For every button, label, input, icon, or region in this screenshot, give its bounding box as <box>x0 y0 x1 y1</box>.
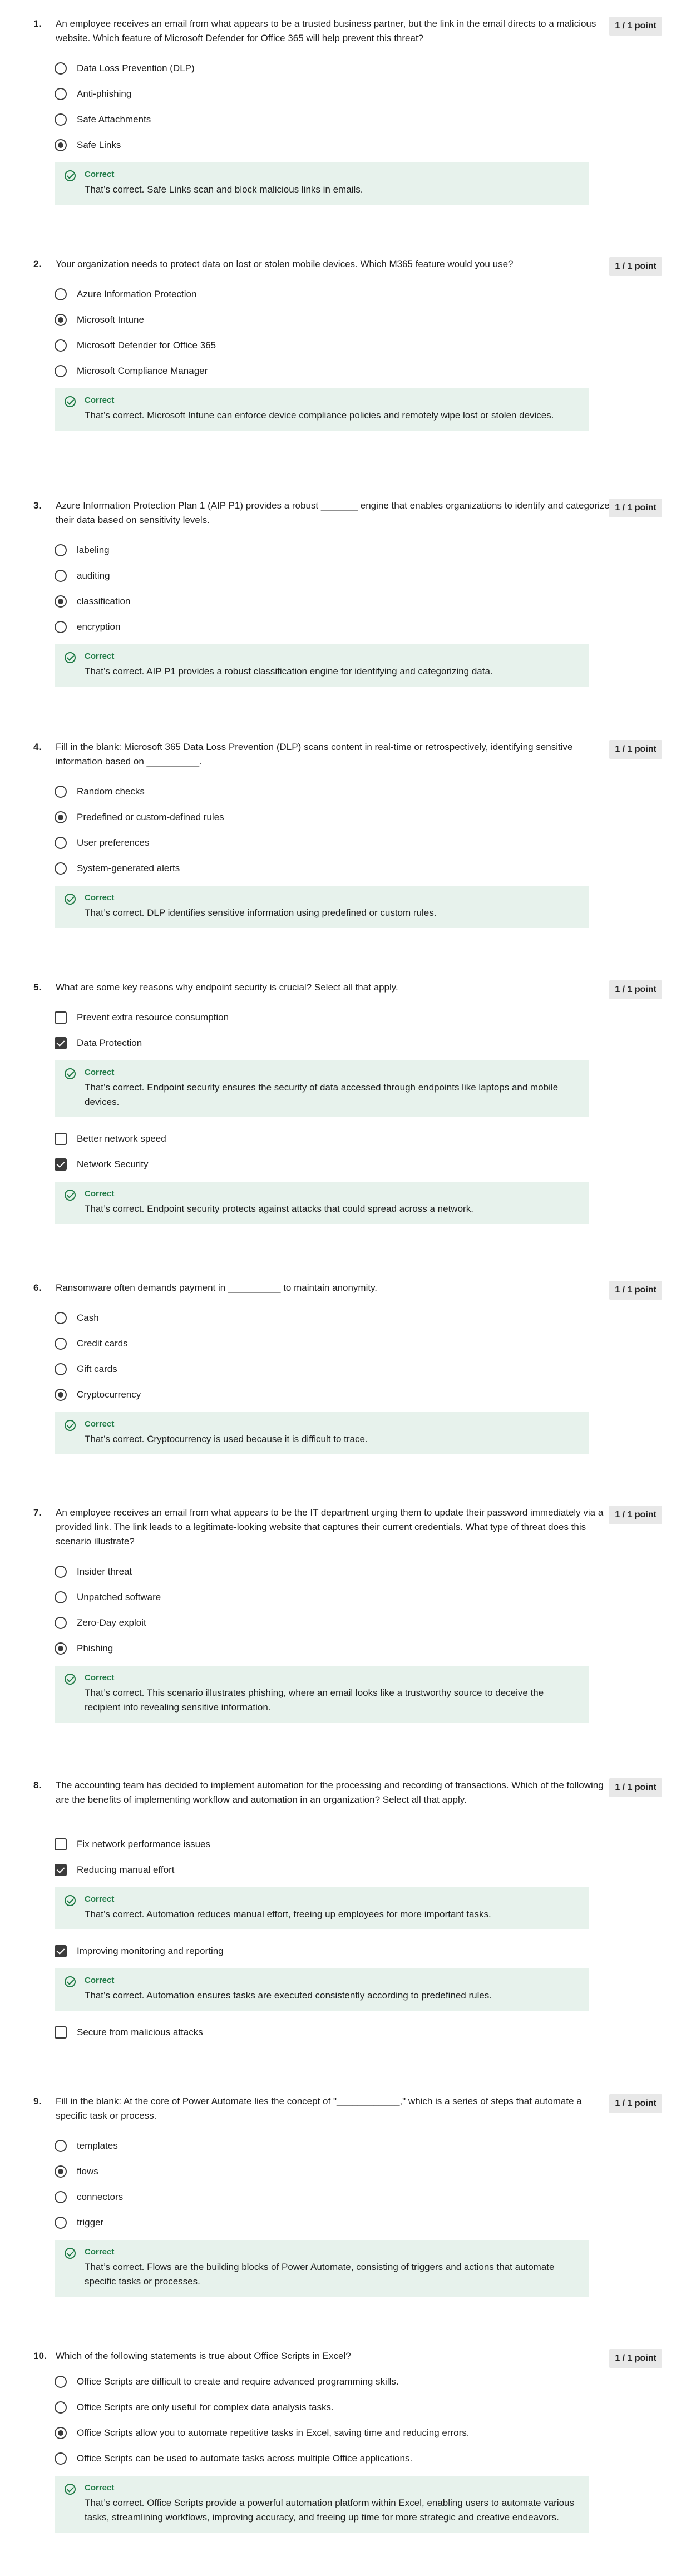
radio-selected-icon[interactable] <box>55 1389 67 1401</box>
option-radio[interactable] <box>55 333 611 358</box>
feedback-correct <box>55 388 589 431</box>
radio-selected-icon[interactable] <box>55 2165 67 2178</box>
question-number: 9. <box>33 2096 42 2106</box>
question-text: Ransomware often demands payment in __________ to maintain anonymity. <box>56 1282 378 1293</box>
option-label: Office Scripts are only useful for complex data analysis tasks. <box>77 2402 334 2412</box>
option-label: connectors <box>77 2192 124 2202</box>
radio-icon[interactable] <box>55 837 67 849</box>
option-label: Data Loss Prevention (DLP) <box>77 63 195 73</box>
question-text: Fill in the blank: Microsoft 365 Data Loss Prevention (DLP) scans content in real-time or retrospectively, identifying sensitive information based on __________. <box>56 742 573 767</box>
feedback-text: That’s correct. Office Scripts provide a powerful automation platform within Excel, enabling users to automate various tasks, streamlining workflows, improving accuracy, and freeing up time for more strategic and creative endeavors. <box>85 2498 575 2523</box>
feedback-text: That’s correct. DLP identifies sensitive information using predefined or custom rules. <box>85 907 437 918</box>
option-radio[interactable] <box>55 2133 611 2159</box>
feedback-title: Correct <box>85 2483 115 2493</box>
check-circle-icon <box>65 396 76 407</box>
option-radio-selected[interactable] <box>55 2420 611 2446</box>
question-text: An employee receives an email from what appears to be the IT department urging them to update their password immediately via a provided link. The link leads to a legitimate-looking website that captures their current credentials. What type of threat does this scenario illustrate? <box>56 1507 604 1547</box>
radio-icon[interactable] <box>55 88 67 100</box>
option-radio[interactable] <box>55 282 611 307</box>
points-badge: 1 / 1 point <box>609 1506 662 1524</box>
radio-icon[interactable] <box>55 2191 67 2203</box>
feedback-correct <box>55 1182 589 1224</box>
check-circle-icon <box>65 1674 76 1685</box>
feedback-correct <box>55 2240 589 2297</box>
option-radio[interactable] <box>55 358 611 384</box>
option-radio[interactable] <box>55 563 611 589</box>
points-badge: 1 / 1 point <box>609 2094 662 2113</box>
checkbox-checked-icon[interactable] <box>55 1037 67 1049</box>
option-label: Office Scripts can be used to automate tasks across multiple Office applications. <box>77 2453 413 2464</box>
checkbox-icon[interactable] <box>55 2026 67 2039</box>
option-checkbox-checked[interactable] <box>55 1152 611 1177</box>
option-label: Better network speed <box>77 1133 166 1144</box>
question-number: 5. <box>33 982 42 993</box>
option-checkbox[interactable] <box>55 1832 611 1857</box>
radio-icon[interactable] <box>55 621 67 633</box>
radio-icon[interactable] <box>55 62 67 75</box>
checkbox-icon[interactable] <box>55 1011 67 1024</box>
option-label: Network Security <box>77 1159 149 1169</box>
option-label: flows <box>77 2166 98 2177</box>
feedback-text: That’s correct. This scenario illustrates phishing, where an email looks like a trustworthy source to deceive the recipient into revealing sensitive information. <box>85 1687 544 1713</box>
option-radio[interactable] <box>55 2395 611 2420</box>
checkbox-checked-icon[interactable] <box>55 1945 67 1957</box>
option-label: labeling <box>77 545 110 555</box>
feedback-correct <box>55 886 589 928</box>
check-circle-icon <box>65 170 76 181</box>
option-checkbox-checked[interactable] <box>55 1030 611 1056</box>
option-radio[interactable] <box>55 1331 611 1356</box>
points-badge: 1 / 1 point <box>609 980 662 999</box>
feedback-correct <box>55 1887 589 1929</box>
option-label: templates <box>77 2140 118 2151</box>
option-label: classification <box>77 596 131 606</box>
feedback-text: That’s correct. Safe Links scan and block malicious links in emails. <box>85 184 363 195</box>
option-radio[interactable] <box>55 614 611 640</box>
radio-selected-icon[interactable] <box>55 1642 67 1655</box>
feedback-title: Correct <box>85 2247 115 2257</box>
check-circle-icon <box>65 1068 76 1079</box>
option-radio-selected[interactable] <box>55 2159 611 2184</box>
option-label: encryption <box>77 621 121 632</box>
radio-icon[interactable] <box>55 1566 67 1578</box>
option-label: Phishing <box>77 1643 113 1654</box>
radio-icon[interactable] <box>55 2401 67 2414</box>
option-label: Microsoft Defender for Office 365 <box>77 340 216 351</box>
option-radio[interactable] <box>55 2446 611 2471</box>
option-radio[interactable] <box>55 1305 611 1331</box>
points-badge: 1 / 1 point <box>609 499 662 517</box>
feedback-correct <box>55 162 589 205</box>
option-radio-selected[interactable] <box>55 589 611 614</box>
option-radio[interactable] <box>55 1559 611 1585</box>
option-label: Office Scripts are difficult to create and require advanced programming skills. <box>77 2376 399 2387</box>
option-radio-selected[interactable] <box>55 132 611 158</box>
question-text: An employee receives an email from what appears to be a trusted business partner, but the link in the email directs to a malicious website. Which feature of Microsoft Defender for Office 365 will help prevent this threat? <box>56 18 596 43</box>
radio-icon[interactable] <box>55 1338 67 1350</box>
option-checkbox-checked[interactable] <box>55 1938 611 1964</box>
question-text: Your organization needs to protect data on lost or stolen mobile devices. Which M365 feature would you use? <box>56 259 514 269</box>
option-label: Improving monitoring and reporting <box>77 1946 224 1956</box>
radio-icon[interactable] <box>55 2452 67 2465</box>
option-label: Random checks <box>77 786 145 797</box>
option-radio-selected[interactable] <box>55 1382 611 1408</box>
feedback-correct <box>55 1968 589 2011</box>
radio-selected-icon[interactable] <box>55 139 67 151</box>
feedback-text: That’s correct. Automation ensures tasks are executed consistently according to predefined rules. <box>85 1990 492 2001</box>
question-text: What are some key reasons why endpoint security is crucial? Select all that apply. <box>56 982 398 993</box>
checkbox-icon[interactable] <box>55 1838 67 1850</box>
points-badge: 1 / 1 point <box>609 1778 662 1797</box>
feedback-text: That’s correct. Cryptocurrency is used because it is difficult to trace. <box>85 1434 368 1444</box>
option-label: Credit cards <box>77 1338 128 1349</box>
feedback-text: That’s correct. AIP P1 provides a robust classification engine for identifying and categorizing data. <box>85 666 493 677</box>
feedback-correct <box>55 1060 589 1117</box>
radio-icon[interactable] <box>55 2376 67 2388</box>
check-circle-icon <box>65 1190 76 1201</box>
feedback-correct <box>55 2476 589 2533</box>
option-label: Cryptocurrency <box>77 1389 141 1400</box>
points-badge: 1 / 1 point <box>609 740 662 759</box>
option-radio[interactable] <box>55 2210 611 2236</box>
radio-icon[interactable] <box>55 1591 67 1603</box>
feedback-correct <box>55 644 589 687</box>
option-label: Predefined or custom-defined rules <box>77 812 224 822</box>
feedback-correct <box>55 1412 589 1454</box>
option-checkbox[interactable] <box>55 2020 611 2045</box>
radio-icon[interactable] <box>55 1312 67 1324</box>
feedback-title: Correct <box>85 396 115 405</box>
option-label: trigger <box>77 2217 104 2228</box>
radio-icon[interactable] <box>55 288 67 300</box>
option-radio[interactable] <box>55 779 611 805</box>
option-label: Secure from malicious attacks <box>77 2027 203 2037</box>
checkbox-icon[interactable] <box>55 1133 67 1145</box>
check-circle-icon <box>65 2248 76 2259</box>
question-number: 2. <box>33 259 42 269</box>
option-label: User preferences <box>77 837 150 848</box>
checkbox-checked-icon[interactable] <box>55 1158 67 1171</box>
question-number: 10. <box>33 2351 47 2361</box>
question-number: 7. <box>33 1507 42 1518</box>
radio-icon[interactable] <box>55 113 67 126</box>
points-badge: 1 / 1 point <box>609 1281 662 1300</box>
option-label: System-generated alerts <box>77 863 180 874</box>
option-label: Fix network performance issues <box>77 1839 210 1849</box>
check-circle-icon <box>65 1976 76 1987</box>
feedback-text: That’s correct. Automation reduces manual effort, freeing up employees for more important tasks. <box>85 1909 491 1919</box>
question-text: Which of the following statements is true about Office Scripts in Excel? <box>56 2351 351 2361</box>
feedback-title: Correct <box>85 170 115 179</box>
option-label: Office Scripts allow you to automate repetitive tasks in Excel, saving time and reducing errors. <box>77 2427 470 2438</box>
question-number: 3. <box>33 500 42 511</box>
feedback-text: That’s correct. Microsoft Intune can enforce device compliance policies and remotely wipe lost or stolen devices. <box>85 410 554 421</box>
option-label: Microsoft Compliance Manager <box>77 366 208 376</box>
feedback-title: Correct <box>85 1068 115 1077</box>
radio-selected-icon[interactable] <box>55 2427 67 2439</box>
option-radio-selected[interactable] <box>55 307 611 333</box>
points-badge: 1 / 1 point <box>609 17 662 36</box>
option-label: Unpatched software <box>77 1592 161 1602</box>
radio-icon[interactable] <box>55 570 67 582</box>
feedback-title: Correct <box>85 652 115 661</box>
radio-icon[interactable] <box>55 1617 67 1629</box>
feedback-text: That’s correct. Flows are the building blocks of Power Automate, consisting of triggers and actions that automate specific tasks or processes. <box>85 2262 555 2287</box>
radio-icon[interactable] <box>55 339 67 352</box>
option-radio[interactable] <box>55 2369 611 2395</box>
feedback-title: Correct <box>85 1894 115 1904</box>
option-radio[interactable] <box>55 1585 611 1610</box>
option-label: auditing <box>77 570 110 581</box>
feedback-correct <box>55 1666 589 1723</box>
points-badge: 1 / 1 point <box>609 2349 662 2368</box>
option-label: Cash <box>77 1312 99 1323</box>
feedback-text: That’s correct. Endpoint security ensures the security of data accessed through endpoints like laptops and mobile devices. <box>85 1082 559 1107</box>
option-label: Insider threat <box>77 1566 132 1577</box>
option-checkbox[interactable] <box>55 1126 611 1152</box>
radio-icon[interactable] <box>55 1363 67 1375</box>
question-number: 1. <box>33 18 42 29</box>
feedback-title: Correct <box>85 893 115 902</box>
radio-selected-icon[interactable] <box>55 314 67 326</box>
check-circle-icon <box>65 652 76 663</box>
question-text: Azure Information Protection Plan 1 (AIP P1) provides a robust _______ engine that enables organizations to identify and categorize their data based on sensitivity levels. <box>56 500 610 525</box>
feedback-title: Correct <box>85 1976 115 1985</box>
points-badge: 1 / 1 point <box>609 257 662 276</box>
option-checkbox-checked[interactable] <box>55 1857 611 1883</box>
option-radio[interactable] <box>55 856 611 881</box>
option-label: Safe Attachments <box>77 114 151 125</box>
option-radio-selected[interactable] <box>55 1636 611 1661</box>
option-radio[interactable] <box>55 1356 611 1382</box>
option-radio[interactable] <box>55 537 611 563</box>
feedback-text: That’s correct. Endpoint security protects against attacks that could spread across a network. <box>85 1203 473 1214</box>
radio-icon[interactable] <box>55 544 67 556</box>
radio-icon[interactable] <box>55 2217 67 2229</box>
question-text: The accounting team has decided to implement automation for the processing and recording of transactions. Which of the following are the benefits of implementing workflow and automation in an organization? Select all that apply. <box>56 1780 604 1805</box>
option-label: Gift cards <box>77 1364 117 1374</box>
option-radio[interactable] <box>55 56 611 81</box>
feedback-title: Correct <box>85 1189 115 1198</box>
question-text: Fill in the blank: At the core of Power Automate lies the concept of "____________," which is a series of steps that automate a specific task or process. <box>56 2096 582 2121</box>
option-label: Anti-phishing <box>77 88 132 99</box>
option-radio[interactable] <box>55 830 611 856</box>
check-circle-icon <box>65 1420 76 1431</box>
radio-icon[interactable] <box>55 365 67 377</box>
question-number: 6. <box>33 1282 42 1293</box>
radio-selected-icon[interactable] <box>55 595 67 608</box>
option-label: Microsoft Intune <box>77 314 144 325</box>
option-label: Prevent extra resource consumption <box>77 1012 229 1023</box>
feedback-title: Correct <box>85 1419 115 1429</box>
option-label: Azure Information Protection <box>77 289 197 299</box>
option-checkbox[interactable] <box>55 1005 611 1030</box>
option-radio[interactable] <box>55 81 611 107</box>
option-label: Reducing manual effort <box>77 1864 175 1875</box>
option-radio-selected[interactable] <box>55 805 611 830</box>
checkbox-checked-icon[interactable] <box>55 1864 67 1876</box>
radio-icon[interactable] <box>55 786 67 798</box>
check-circle-icon <box>65 2484 76 2495</box>
option-radio[interactable] <box>55 107 611 132</box>
feedback-title: Correct <box>85 1673 115 1682</box>
question-number: 8. <box>33 1780 42 1790</box>
check-circle-icon <box>65 1895 76 1906</box>
option-radio[interactable] <box>55 2184 611 2210</box>
radio-icon[interactable] <box>55 862 67 875</box>
radio-selected-icon[interactable] <box>55 811 67 823</box>
option-label: Zero-Day exploit <box>77 1617 146 1628</box>
option-radio[interactable] <box>55 1610 611 1636</box>
question-number: 4. <box>33 742 42 752</box>
radio-icon[interactable] <box>55 2140 67 2152</box>
check-circle-icon <box>65 894 76 905</box>
option-label: Safe Links <box>77 140 121 150</box>
option-label: Data Protection <box>77 1038 142 1048</box>
